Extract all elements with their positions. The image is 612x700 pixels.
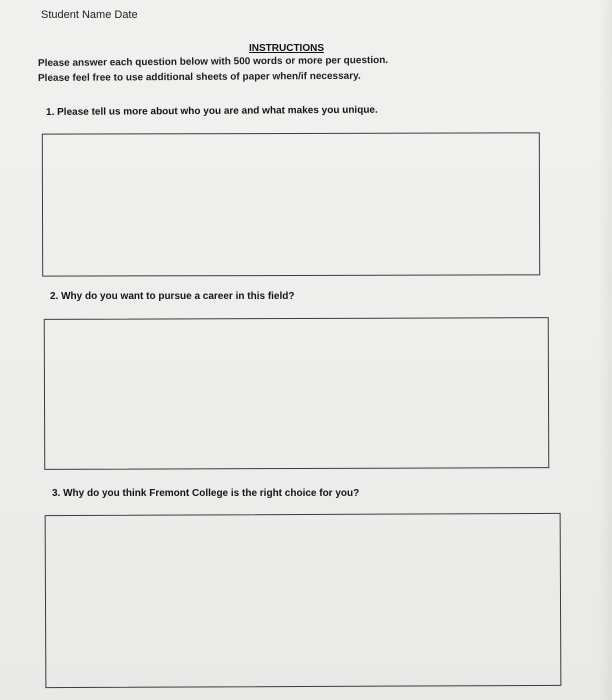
instructions-heading: INSTRUCTIONS (249, 43, 324, 54)
page-shadow-edge (598, 0, 612, 700)
answer-box-2[interactable] (44, 317, 550, 470)
question-1: 1. Please tell us more about who you are and what makes you unique. (45, 104, 378, 118)
instructions-line-1: Please answer each question below with 500 words or more per question. (37, 54, 389, 69)
question-2: 2. Why do you want to pursue a career in this field? (50, 291, 295, 302)
question-3: 3. Why do you think Fremont College is the right choice for you? (52, 488, 360, 499)
instructions-line-2: Please feel free to use additional sheets of paper when/if necessary. (37, 70, 361, 84)
answer-box-1[interactable] (42, 132, 540, 276)
student-name-date-header: Student Name Date (41, 9, 138, 21)
answer-box-3[interactable] (45, 513, 562, 688)
